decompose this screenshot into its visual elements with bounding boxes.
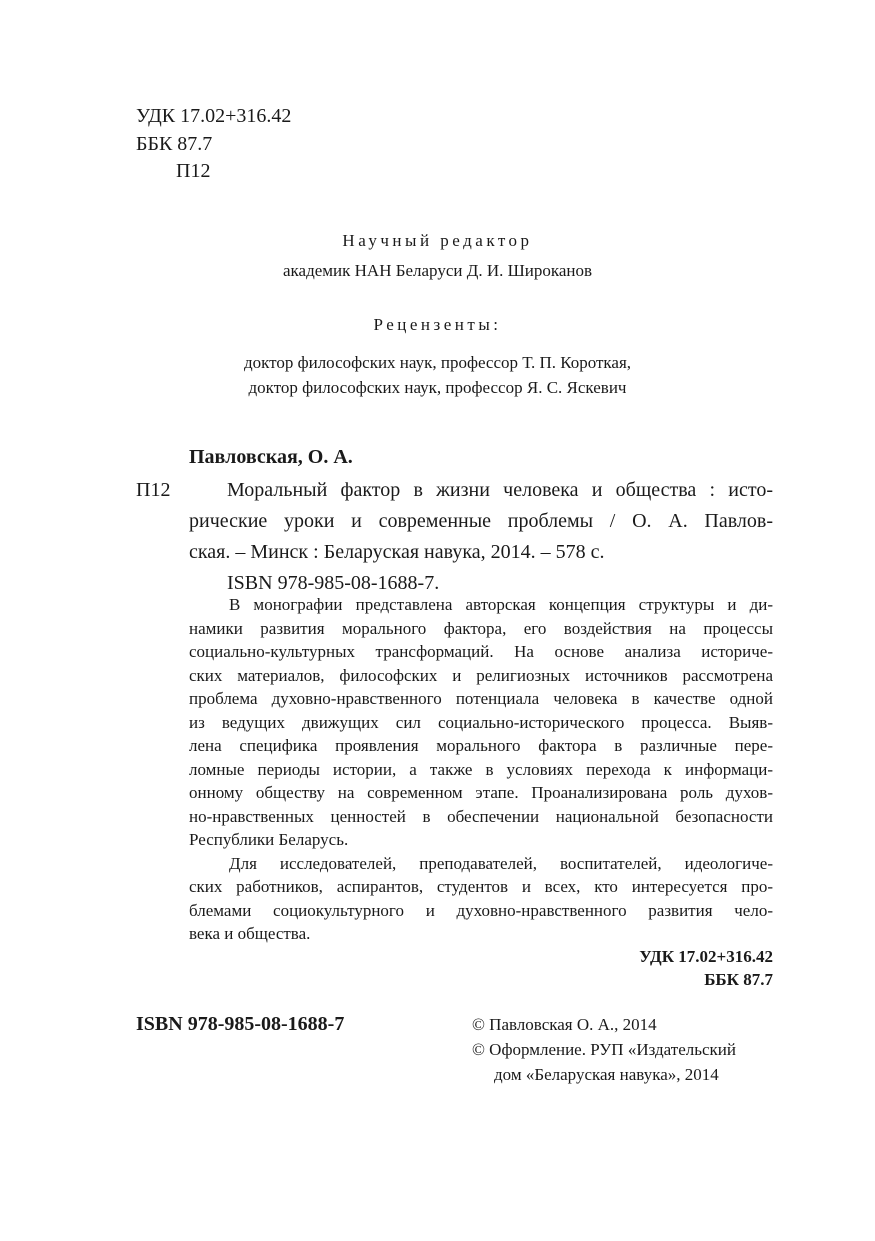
abstract-line: намики развития морального фактора, его воздействия на процессы xyxy=(189,618,773,638)
abstract-text xyxy=(189,593,773,946)
footer-udk: УДК 17.02+316.42 xyxy=(639,947,773,966)
abstract-line: проблема духовно-нравственного потенциала человека в качестве одной xyxy=(189,689,773,708)
abstract-line: ских материалов, философских и религиозных источников рассмотрена xyxy=(189,665,773,685)
reviewer-item: доктор философских наук, профессор Т. П. Короткая, xyxy=(243,353,632,372)
classification-footer xyxy=(189,945,773,991)
isbn-number: ISBN 978-985-08-1688-7 xyxy=(136,1013,345,1035)
reviewer-item: доктор философских наук, профессор Я. С. Яскевич xyxy=(248,378,627,397)
copyright-author: © Павловская О. А., 2014 xyxy=(472,1015,657,1034)
abstract-line: из ведущих движущих сил социально-исторического процесса. Выяв- xyxy=(189,712,773,732)
bibliographic-line: рические уроки и современные проблемы / О. А. Павлов- xyxy=(189,510,773,532)
udk-index: УДК 17.02+316.42 xyxy=(136,105,292,127)
copyright-publisher: дом «Беларуская навука», 2014 xyxy=(494,1065,719,1084)
editor-section xyxy=(0,226,875,286)
abstract-line: но-нравственных ценностей в обеспечении национальной безопасности xyxy=(189,806,773,826)
bibliographic-line: Моральный фактор в жизни человека и общества : исто- xyxy=(227,479,773,501)
editor-heading: Научный редактор xyxy=(342,231,533,250)
abstract-line: В монографии представлена авторская концепция структуры и ди- xyxy=(229,595,773,614)
abstract-line: ских работников, аспирантов, студентов и всех, кто интересуется про- xyxy=(189,877,773,896)
author-mark: П12 xyxy=(176,160,211,182)
abstract-line: Для исследователей, преподавателей, воспитателей, идеологиче- xyxy=(229,853,773,873)
bibliographic-description xyxy=(189,475,773,599)
bbk-index: ББК 87.7 xyxy=(136,133,213,155)
bibliographic-mark: П12 xyxy=(136,479,171,501)
abstract-line: Республики Беларусь. xyxy=(189,830,349,849)
abstract-line: социально-культурных трансформаций. На основе анализа историче- xyxy=(189,642,773,661)
copyright-design: © Оформление. РУП «Издательский xyxy=(472,1040,736,1059)
reviewers-section xyxy=(0,310,875,400)
reviewers-heading: Рецензенты: xyxy=(373,315,502,334)
abstract-line: онному обществу на современном этапе. Проанализирована роль духов- xyxy=(189,783,773,802)
bibliographic-author: Павловская, О. А. xyxy=(189,446,353,468)
bibliographic-isbn: ISBN 978-985-08-1688-7. xyxy=(227,572,440,594)
bibliographic-line: ская. – Минск : Беларуская навука, 2014. – 578 с. xyxy=(189,541,605,563)
editor-name: академик НАН Беларуси Д. И. Широканов xyxy=(282,261,593,280)
abstract-line: блемами социокультурного и духовно-нравственного развития чело- xyxy=(189,900,773,920)
abstract-line: века и общества. xyxy=(189,924,311,943)
footer-bbk: ББК 87.7 xyxy=(704,970,773,989)
abstract-line: лена специфика проявления морального фактора в различные пере- xyxy=(189,736,773,755)
copyright-block xyxy=(472,1012,736,1087)
abstract-line: ломные периоды истории, а также в условиях перехода к информаци- xyxy=(189,759,773,779)
